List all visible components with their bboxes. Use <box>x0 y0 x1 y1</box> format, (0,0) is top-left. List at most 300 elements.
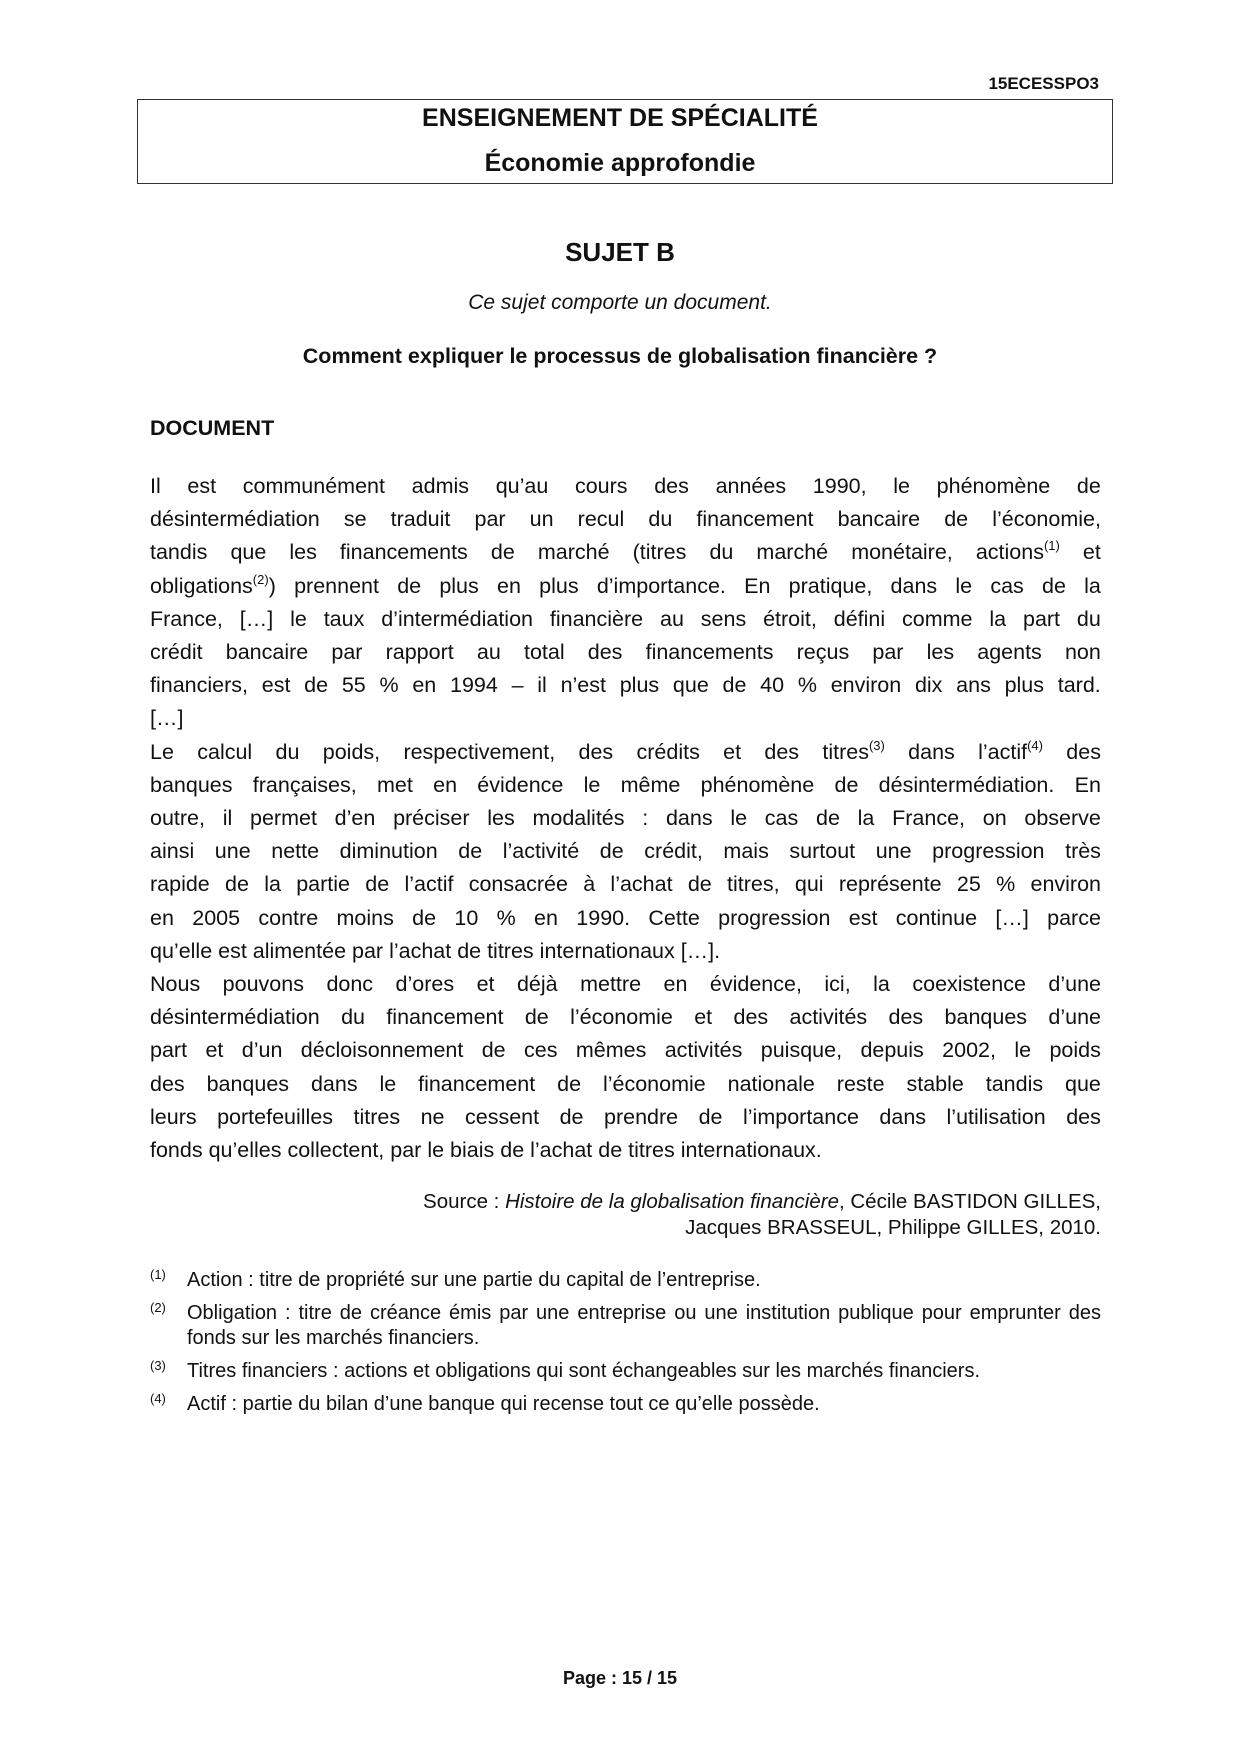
word: plus <box>439 573 479 598</box>
footnote-text: Action : titre de propriété sur une partie du capital de l’entreprise. <box>187 1269 761 1291</box>
word: par <box>331 640 363 665</box>
text-line <box>150 968 1101 1001</box>
word: total <box>523 640 565 665</box>
text-line <box>150 702 1101 735</box>
word: de <box>458 839 483 864</box>
footnote-ref: (3) <box>868 737 885 753</box>
word: banques <box>150 772 233 797</box>
word: mais <box>723 839 769 864</box>
word: la <box>264 872 281 897</box>
word: l’importance <box>743 1104 859 1129</box>
word: calcul <box>197 739 253 764</box>
word: […] <box>239 606 274 631</box>
word: des <box>888 1005 924 1030</box>
word: représente <box>838 872 942 897</box>
word: de <box>687 872 712 897</box>
word: la <box>857 806 875 831</box>
word: à <box>583 872 596 897</box>
text-line <box>150 636 1101 669</box>
word: parce <box>1047 905 1101 930</box>
word: ici, <box>824 972 851 997</box>
text-line <box>150 736 1101 769</box>
word: par <box>384 1138 422 1163</box>
word: très <box>1065 839 1101 864</box>
word: d’un <box>241 1038 283 1063</box>
word: monétaire, <box>851 540 953 565</box>
word: pouvons <box>222 972 304 997</box>
text-line <box>150 868 1101 901</box>
word: des <box>1066 739 1101 764</box>
word: du <box>275 739 300 764</box>
word: met <box>377 772 413 797</box>
word: portefeuilles <box>217 1104 334 1129</box>
source-title: Histoire de la globalisation financière <box>505 1190 839 1213</box>
word: % <box>379 673 399 698</box>
word: admis <box>411 474 470 498</box>
word: partie <box>296 872 351 897</box>
word: phénomène <box>700 772 815 797</box>
word: en <box>663 972 688 997</box>
word: rapide <box>150 872 210 897</box>
word: que <box>1065 1071 1101 1096</box>
word: l’achat <box>524 1138 593 1163</box>
word: modalités <box>532 806 625 831</box>
word: prennent <box>294 573 379 598</box>
word: nationale <box>727 1071 815 1096</box>
word: Il <box>150 474 161 498</box>
source-prefix: Source : <box>423 1190 506 1213</box>
word: titres$^{(3)}$ <box>822 737 885 764</box>
word: part <box>1022 606 1061 631</box>
word: est <box>261 673 291 698</box>
footnote-number: (2) <box>150 1300 166 1315</box>
word: il <box>222 806 233 831</box>
word: des <box>654 474 689 498</box>
word: en <box>497 573 521 598</box>
word: cessent <box>465 1104 540 1129</box>
word: banques <box>944 1005 1028 1030</box>
word: des <box>733 1005 769 1030</box>
word: diminution <box>339 839 438 864</box>
word: des <box>578 739 614 764</box>
word: est <box>848 905 878 930</box>
footnote-ref: (2) <box>252 571 269 587</box>
word: 10 <box>454 905 479 930</box>
word: de <box>834 772 859 797</box>
word: de <box>490 540 515 565</box>
word: internationaux <box>533 938 675 963</box>
word: % <box>496 905 516 930</box>
word: se <box>343 507 367 532</box>
word: recul <box>577 507 625 532</box>
footnote-ref: (4) <box>1027 737 1043 753</box>
word: […] <box>150 706 184 731</box>
word: 40 <box>760 673 785 698</box>
footnote <box>150 1268 1101 1293</box>
subject-intro: Ce sujet comporte un document. <box>468 291 772 314</box>
footnote <box>150 1392 1101 1417</box>
word: de <box>365 872 390 897</box>
word: en <box>534 905 558 930</box>
word: stable <box>906 1071 964 1096</box>
word: actions$^{(1)}$ <box>975 538 1060 565</box>
word: l’activité <box>502 839 580 864</box>
word: tandis <box>985 1071 1044 1096</box>
word: années <box>715 474 787 498</box>
text-line <box>150 835 1101 868</box>
word: donc <box>326 972 374 997</box>
word: défini <box>833 606 886 631</box>
word: Le <box>150 739 174 764</box>
word: le <box>730 806 748 831</box>
text-line <box>150 802 1101 835</box>
word: par <box>346 938 384 963</box>
word: plus <box>1004 673 1045 698</box>
word: qu’elle <box>150 938 213 963</box>
word: biais <box>444 1138 495 1163</box>
word: mettre <box>580 972 642 997</box>
word: évidence <box>477 772 564 797</box>
word: titres <box>622 1138 675 1163</box>
word: en <box>412 673 437 698</box>
word: ne <box>420 1104 445 1129</box>
word: traduit <box>390 507 451 532</box>
word: la <box>1084 573 1101 598</box>
word: par <box>872 640 904 665</box>
word: de <box>412 905 437 930</box>
text-line <box>150 503 1101 536</box>
word: de <box>559 1104 584 1129</box>
word: de <box>592 1138 623 1163</box>
footnote-text: Obligation : titre de créance émis par une entreprise ou une institution publique pour emprunter des fonds sur les marchés financiers. <box>187 1302 1101 1349</box>
word: titres <box>481 938 534 963</box>
word: agents <box>977 640 1042 665</box>
word: crédit, <box>644 839 703 864</box>
word: activités <box>664 1038 743 1063</box>
word: on <box>982 806 1007 831</box>
word: – <box>511 673 524 698</box>
word: au <box>476 640 501 665</box>
word: l’achat <box>383 938 452 963</box>
word: moins <box>336 905 394 930</box>
word: reçus <box>796 640 850 665</box>
word: mêmes <box>575 1038 647 1063</box>
word: financière <box>549 606 644 631</box>
word: taux <box>323 606 365 631</box>
word: En <box>744 573 771 598</box>
source-authors: , Cécile BASTIDON GILLES, <box>838 1190 1101 1213</box>
word: de <box>1042 573 1066 598</box>
word: bancaire <box>837 507 921 532</box>
word: françaises, <box>252 772 357 797</box>
word: banques <box>206 1071 290 1096</box>
text-line <box>150 1101 1101 1134</box>
footnote-text: Actif : partie du bilan d’une banque qui recense tout ce qu’elle possède. <box>187 1393 820 1415</box>
word: le <box>583 772 601 797</box>
text-line <box>150 570 1101 603</box>
word: prendre <box>604 1104 679 1129</box>
word: de <box>494 1138 525 1163</box>
word: 1994 <box>449 673 498 698</box>
word: financement <box>386 1005 504 1030</box>
word: continue <box>895 905 978 930</box>
word: est <box>212 938 247 963</box>
word: est <box>187 474 217 498</box>
word: depuis <box>860 1038 924 1063</box>
word: titres <box>353 1104 401 1129</box>
word: l’utilisation <box>946 1104 1046 1129</box>
word: l’économie <box>570 1005 673 1030</box>
word: crédit <box>150 640 203 665</box>
word: part <box>150 1038 188 1063</box>
word: d’importance. <box>596 573 726 598</box>
footnote-ref: (1) <box>1043 538 1060 554</box>
word: 25 <box>956 872 981 897</box>
word: Cette <box>648 905 700 930</box>
subject-label: SUJET B <box>565 237 675 267</box>
word: désintermédiation <box>150 507 320 532</box>
word: en <box>150 905 174 930</box>
word: 2002, <box>942 1038 996 1063</box>
word: du <box>709 540 734 565</box>
word: France, <box>150 606 223 631</box>
word: 55 <box>341 673 366 698</box>
word: désintermédiation <box>150 1005 320 1030</box>
word: le <box>379 1071 397 1096</box>
word: de <box>481 1038 506 1063</box>
word: leurs <box>150 1104 197 1129</box>
word: observe <box>1024 806 1101 831</box>
text-line <box>150 1134 1101 1167</box>
word: une <box>214 839 251 864</box>
word: de <box>397 573 422 598</box>
word: d’intermédiation <box>381 606 533 631</box>
word: internationaux. <box>674 1138 822 1163</box>
footnotes <box>150 1268 1101 1425</box>
word: dix <box>914 673 943 698</box>
word: environ <box>1030 872 1101 897</box>
word: (titres <box>632 540 687 565</box>
word: des <box>587 640 623 665</box>
document-label: DOCUMENT <box>150 416 275 440</box>
word: l’actif$^{(4)}$ <box>978 737 1043 764</box>
word: ans <box>956 673 991 698</box>
word: cas <box>764 806 799 831</box>
word: respectivement, <box>403 739 556 764</box>
word: de <box>815 806 840 831</box>
word: d’une <box>1048 972 1101 997</box>
word: le <box>421 1138 445 1163</box>
word: marché <box>756 540 829 565</box>
word: pratique, <box>788 573 873 598</box>
word: que <box>672 673 709 698</box>
word: cas <box>990 573 1024 598</box>
word: la <box>989 606 1007 631</box>
word: reste <box>836 1071 885 1096</box>
word: comme <box>902 606 973 631</box>
word: titres, <box>727 872 780 897</box>
word: outre, <box>150 806 205 831</box>
word: cours <box>574 474 628 498</box>
word: 1990. <box>576 905 631 930</box>
text-line <box>150 603 1101 636</box>
word: l’économie <box>602 1071 706 1096</box>
word: d’ores <box>395 972 455 997</box>
page-subtitle: Économie approfondie <box>484 149 756 177</box>
word: financement <box>696 507 814 532</box>
word: non <box>1064 640 1101 665</box>
footnote-number: (4) <box>150 1391 166 1406</box>
word: 2005 <box>192 905 241 930</box>
word: un <box>529 507 554 532</box>
word: désintermédiation. <box>878 772 1055 797</box>
page-title: ENSEIGNEMENT DE SPÉCIALITÉ <box>422 104 818 132</box>
text-line <box>150 669 1101 702</box>
word: des <box>764 739 800 764</box>
word: les <box>487 806 515 831</box>
word: ainsi <box>150 839 195 864</box>
word: dans <box>665 806 713 831</box>
word: puisque, <box>760 1038 843 1063</box>
word: le <box>893 474 910 498</box>
word: financiers, <box>150 673 248 698</box>
word: En <box>1074 772 1101 797</box>
word: des <box>1066 1104 1101 1129</box>
word: crédits <box>636 739 700 764</box>
word: nette <box>271 839 320 864</box>
text-line <box>150 1068 1101 1101</box>
word: dans <box>310 1071 358 1096</box>
document-code: 15ECESSPO3 <box>988 74 1099 93</box>
word: du <box>341 1005 365 1030</box>
word: rapport <box>385 640 454 665</box>
word: de <box>722 673 747 698</box>
word: par <box>474 507 506 532</box>
word: obligations$^{(2)}$) <box>150 571 276 598</box>
word: de <box>304 673 329 698</box>
word: et <box>205 1038 224 1063</box>
word: au <box>659 606 684 631</box>
word: de <box>698 1104 723 1129</box>
word: % <box>797 673 817 698</box>
word: qui <box>794 872 824 897</box>
word: évidence, <box>709 972 802 997</box>
word: dans <box>890 573 938 598</box>
text-line <box>150 902 1101 935</box>
word: les <box>926 640 955 665</box>
word: le <box>1014 1038 1032 1063</box>
footnote-number: (1) <box>150 1267 166 1282</box>
word: le <box>290 606 307 631</box>
word: l’actif <box>404 872 454 897</box>
document-body <box>150 470 1101 1167</box>
text-line <box>150 470 1101 503</box>
word: déjà <box>516 972 558 997</box>
word: étroit, <box>763 606 817 631</box>
word: Nous <box>150 972 201 997</box>
word: de <box>524 1005 549 1030</box>
source-citation <box>423 1189 1101 1241</box>
word: que <box>230 540 267 565</box>
word: […]. <box>674 938 721 963</box>
word: d’en <box>334 806 376 831</box>
word: poids, <box>322 739 381 764</box>
text-line <box>150 1001 1101 1034</box>
word: consacrée <box>468 872 568 897</box>
word: France, <box>892 806 965 831</box>
text-line <box>150 1034 1101 1067</box>
word: collectent, <box>281 1138 385 1163</box>
word: progression <box>932 839 1045 864</box>
subject-question: Comment expliquer le processus de globalisation financière ? <box>302 344 938 368</box>
word: du <box>648 507 673 532</box>
word: de <box>944 507 969 532</box>
word: financements <box>339 540 468 565</box>
word: sens <box>700 606 747 631</box>
word: même <box>620 772 681 797</box>
word: il <box>537 673 547 698</box>
word: des <box>150 1071 185 1096</box>
word: contre <box>258 905 319 930</box>
word: l’achat <box>610 872 673 897</box>
word: et <box>723 739 742 764</box>
word: progression <box>718 905 831 930</box>
word: alimentée <box>246 938 347 963</box>
word: permet <box>250 806 317 831</box>
word: 1990, <box>812 474 867 498</box>
word: et <box>1082 540 1101 565</box>
word: décloisonnement <box>300 1038 464 1063</box>
text-line <box>150 536 1101 569</box>
word: environ <box>830 673 902 698</box>
word: le <box>955 573 973 598</box>
word: coexistence <box>912 972 1026 997</box>
word: fonds <box>150 1138 203 1163</box>
word: tard. <box>1057 673 1101 698</box>
word: financement <box>418 1071 536 1096</box>
footnote <box>150 1301 1101 1351</box>
word: les <box>289 540 317 565</box>
word: du <box>1076 606 1101 631</box>
word: marché <box>537 540 610 565</box>
text-line <box>150 935 1101 968</box>
word: dans <box>908 739 955 764</box>
word: l’économie, <box>992 507 1101 532</box>
word: plus <box>539 573 579 598</box>
word: ces <box>524 1038 558 1063</box>
footnote <box>150 1359 1101 1384</box>
word: la <box>873 972 890 997</box>
word: de <box>599 839 624 864</box>
word: : <box>642 806 649 831</box>
word: dans <box>879 1104 927 1129</box>
word: de <box>451 938 482 963</box>
word: préciser <box>393 806 470 831</box>
footnote-number: (3) <box>150 1358 166 1373</box>
word: communément <box>242 474 385 498</box>
text-line <box>150 769 1101 802</box>
word: % <box>996 872 1016 897</box>
word: une <box>875 839 912 864</box>
word: surtout <box>789 839 856 864</box>
word: phénomène <box>936 474 1051 498</box>
word: […] <box>995 905 1029 930</box>
word: qu’elles <box>202 1138 282 1163</box>
word: de <box>225 872 249 897</box>
source-authors-cont: Jacques BRASSEUL, Philippe GILLES, 2010. <box>685 1216 1101 1239</box>
word: de <box>1076 474 1101 498</box>
word: bancaire <box>225 640 309 665</box>
